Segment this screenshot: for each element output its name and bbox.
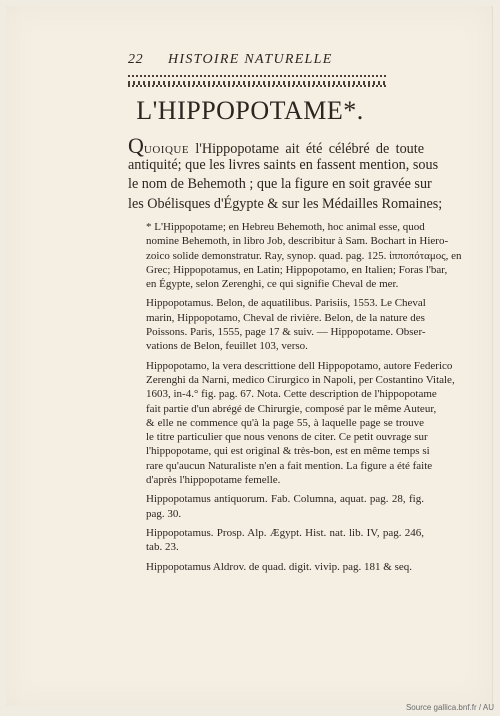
footnote-line: Zerenghi da Narni, medico Cirurgico in Napoli, per Costantino Vitale,: [146, 373, 455, 386]
footnote-line: tab. 23.: [146, 541, 179, 554]
body-line: antiquité; que les livres saints en fassent mention, sous: [128, 156, 439, 173]
footnote-line: Poissons. Paris, 1555, page 17 & suiv. — Hippopotame. Obser-: [146, 326, 426, 339]
footnote-line: Hippopotamo, la vera descrittione dell Hippopotamo, autore Federico: [146, 359, 453, 372]
footnote-line: & elle ne commence qu'à la page 55, à laquelle page se trouve: [146, 416, 424, 429]
body-line: QUOIQUE l'Hippopotame ait été célébré de toute: [128, 133, 424, 158]
footnote-paragraph: [146, 526, 424, 555]
body-line: les Obélisques d'Égypte & sur les Médailles Romaines;: [128, 195, 443, 212]
footnote-paragraph: [146, 296, 424, 353]
ornament-band: [128, 75, 386, 87]
footnote-paragraph: [146, 560, 424, 574]
footnote-line: fait partie d'un abrégé de Chirurgie, composé par le même Auteur,: [146, 402, 437, 415]
footnotes: [146, 220, 462, 579]
footnote-line: nomine Behemoth, in libro Job, describitur à Sam. Bochart in Hiero-: [146, 235, 449, 248]
footnote-line: rare qu'aucun Naturaliste n'en a fait mention. La figure a été faite: [146, 459, 433, 472]
chapter-title: L'HIPPOPOTAME*.: [136, 96, 364, 125]
footnote-line: Hippopotamus. Prosp. Alp. Ægypt. Hist. nat. lib. IV, pag. 246,: [146, 526, 424, 539]
footnote-line: Hippopotamus. Belon, de aquatilibus. Parisiis, 1553. Le Cheval: [146, 297, 426, 310]
body-text: [128, 133, 443, 214]
footnote-line: Hippopotamus Aldrov. de quad. digit. vivip. pag. 181 & seq.: [146, 560, 413, 573]
footnote-line: le titre particulier que nous venons de citer. Ce petit ouvrage sur: [146, 431, 428, 444]
footnote-paragraph: [146, 220, 462, 291]
footnote-line: Hippopotamus antiquorum. Fab. Columna, aquat. pag. 28, fig.: [146, 493, 424, 506]
footnote-line: * L'Hippopotame; en Hebreu Behemoth, hoc animal esse, quod: [146, 221, 425, 233]
smallcaps-word: UOIQUE: [143, 144, 190, 156]
body-line: le nom de Behemoth ; que la figure en soit gravée sur: [128, 176, 432, 193]
running-head: [128, 52, 386, 68]
footnote-paragraph: [146, 492, 424, 521]
footnote-line: zoico solide demonstratur. Ray, synop. quad. pag. 125. ἱπποπόταμος, en: [146, 249, 462, 262]
footnote-paragraph: [146, 359, 455, 488]
running-title: HISTOIRE NATURELLE: [168, 52, 333, 67]
footnote-line: pag. 30.: [146, 507, 182, 520]
footnote-line: vations de Belon, feuillet 103, verso.: [146, 340, 308, 353]
dropcap: Q: [128, 133, 144, 158]
page-number: 22: [128, 52, 144, 67]
footnote-line: 1603, in-4.° fig. pag. 67. Nota. Cette description de l'hippopotame: [146, 388, 437, 401]
footnote-line: d'après l'hippopotame femelle.: [146, 474, 281, 487]
footnote-line: en Égypte, selon Zerenghi, ce qui signifie Cheval de mer.: [146, 278, 399, 291]
source-credit: Source gallica.bnf.fr / AU: [405, 703, 494, 712]
footnote-line: Grec; Hippopotamus, en Latin; Hippopotamo, en Italien; Foras l'bar,: [146, 263, 448, 276]
footnote-line: marin, Hippopotamo, Cheval de rivière. Belon, de la nature des: [146, 311, 425, 324]
footnote-line: l'hippopotame, qui est original & très-bon, est en même temps si: [146, 445, 430, 458]
